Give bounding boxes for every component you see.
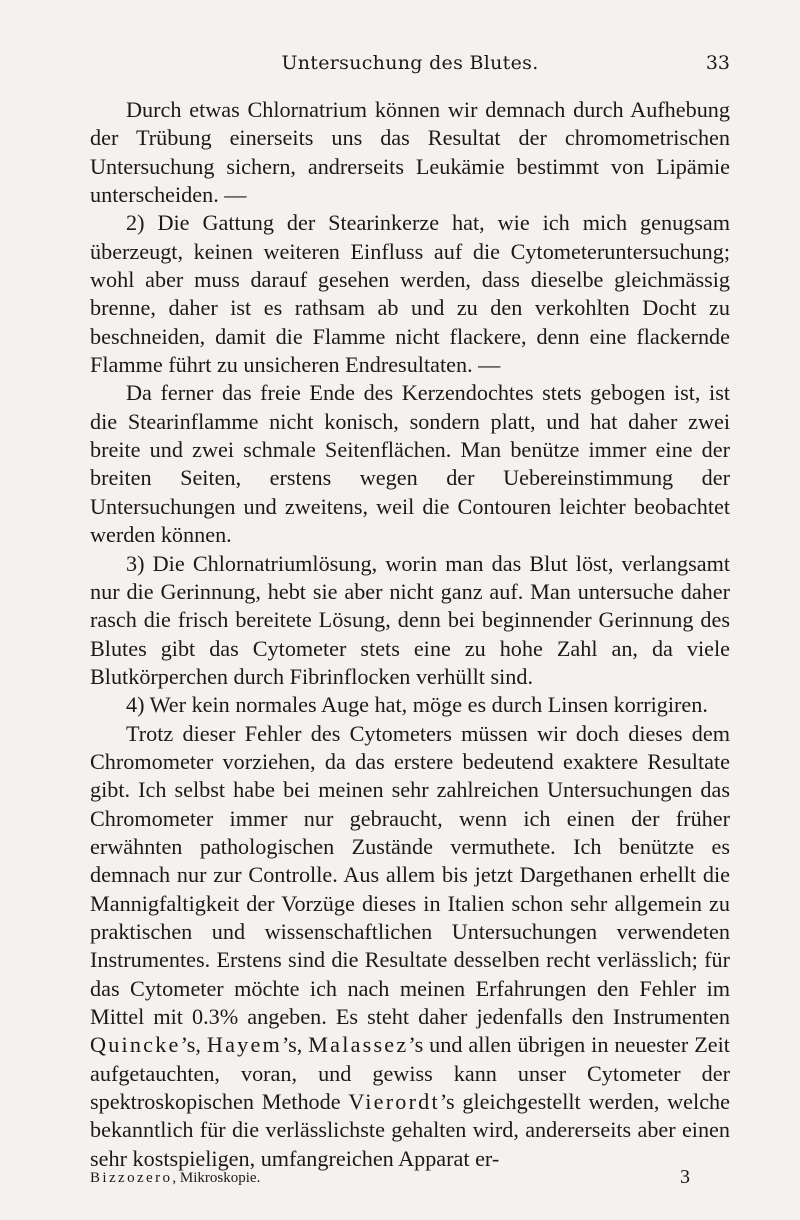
running-title: Untersuchung des Blutes. bbox=[281, 52, 539, 74]
footer-author: Bizzozero bbox=[90, 1170, 173, 1186]
body-text bbox=[90, 96, 730, 1173]
paragraph: Da ferner das freie Ende des Kerzendochtes stets gebogen ist, ist die Stearinflamme nicht konisch, sondern platt, und hat daher zwei breite und zwei schmale Seitenflächen. Man benütze immer eine der breiten Seiten, erstens wegen der Uebereinstimmung der Untersuchungen und zweitens, weil die Contouren leichter beobachtet werden können. bbox=[90, 380, 730, 548]
paragraph: Durch etwas Chlornatrium können wir demnach durch Aufhebung der Trübung einerseits uns das Resultat der chromometrischen Untersuchung sichern, andrerseits Leukämie bestimmt von Lipämie unterscheiden. — bbox=[90, 97, 730, 208]
text-run: ’s gleichgestellt werden, welche bekanntlich für die verlässlichste gehalten wird, andererseits aber einen sehr kostspieligen, umfangreichen Apparat er- bbox=[90, 1089, 730, 1171]
footer-title: , Mikroskopie. bbox=[172, 1170, 261, 1186]
page-number: 33 bbox=[705, 52, 730, 74]
running-head bbox=[90, 52, 730, 82]
paragraph: 4) Wer kein normales Auge hat, möge es durch Linsen korrigiren. bbox=[126, 692, 708, 718]
paragraph: 3) Die Chlornatriumlösung, worin man das Blut löst, verlangsamt nur die Gerinnung, hebt sie aber nicht ganz auf. Man untersuche daher rasch die frisch bereitete Lösung, denn bei beginnender Gerinnung des Blutes gibt das Cytometer stets eine zu hohe Zahl an, da viele Blutkörperchen durch Fibrinflocken verhüllt sind. bbox=[90, 550, 730, 689]
page-footer bbox=[90, 1166, 730, 1192]
paragraph bbox=[90, 720, 730, 1174]
text-run: ’s und allen übrigen in neuester Zeit aufgetauchten, voran, und gewiss kann unser Cytometer der spektroskopischen Methode bbox=[90, 1032, 730, 1115]
signature-mark: 3 bbox=[680, 1166, 690, 1188]
paragraph: 2) Die Gattung der Stearinkerze hat, wie ich mich genugsam überzeugt, keinen weiteren Einfluss auf die Cytometeruntersuchung; wohl aber muss darauf gesehen werden, dass dieselbe gleichmässig brenne, daher ist es rathsam ab und zu den verkohlten Docht zu beschneiden, damit die Flamme nicht flackere, denn eine flackernde Flamme führt zu unsicheren Endresultaten. — bbox=[90, 210, 730, 378]
author-name-malassez: Malassez bbox=[308, 1032, 409, 1058]
text-run: Trotz dieser Fehler des Cytometers müssen wir doch dieses dem Chromometer vorziehen, da das erstere bedeutend exaktere Resultate gibt. Ich selbst habe bei meinen sehr zahlreichen Untersuchungen das Chromometer immer nur gebraucht, wenn ich einen der früher erwähnten pathologischen Zustände vermuthete. Ich benützte es demnach nur zur Controlle. Aus allem bis jetzt Dargethanen erhellt die Mannigfaltigkeit der Vorzüge dieses in Italien schon sehr allgemein zu praktischen und wissenschaftlichen Untersuchungen verwendeten Instrumentes. Erstens sind die Resultate desselben recht verlässlich; für das Cytometer möchte ich nach meinen Erfahrungen den Fehler im Mittel mit 0.3% angeben. Es steht daher jedenfalls den Instrumenten bbox=[90, 720, 730, 1029]
author-name-vierordt: Vierordt bbox=[348, 1089, 440, 1115]
author-name-hayem: Hayem bbox=[206, 1032, 282, 1058]
footer-reference bbox=[90, 1170, 260, 1187]
author-name-quincke: Quincke bbox=[90, 1032, 181, 1058]
text-run: ’s, bbox=[281, 1032, 309, 1058]
text-run: ’s, bbox=[180, 1032, 207, 1058]
